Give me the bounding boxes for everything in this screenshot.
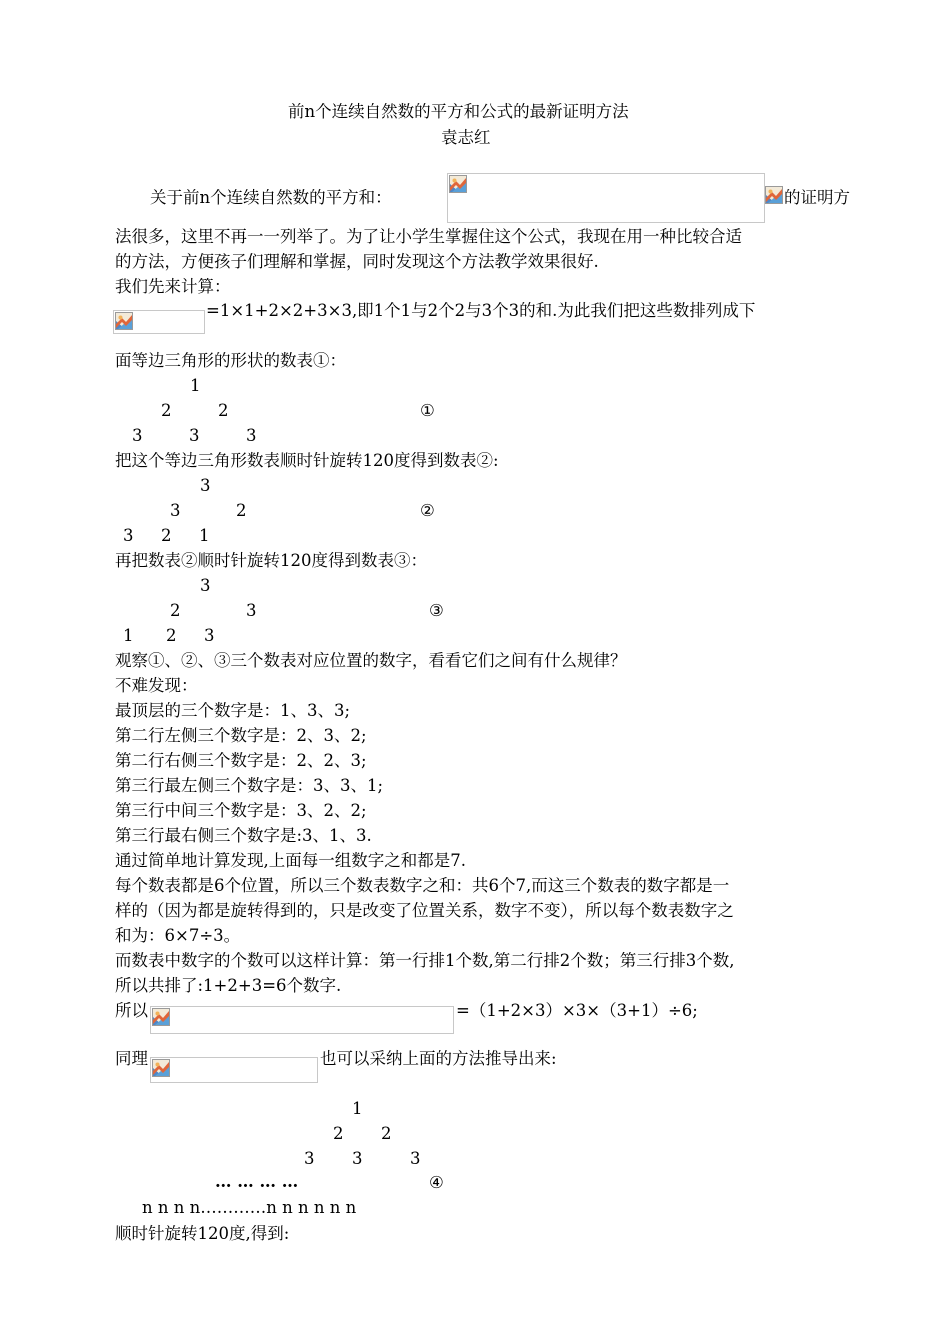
paragraph-line: 第二行左侧三个数字是：2、3、2;	[115, 726, 367, 745]
formula-image-general	[150, 1057, 318, 1083]
paragraph-line: 所以	[115, 1001, 148, 1020]
table4-last-row: n n n n…………n n n n n n	[142, 1198, 357, 1217]
table4-row3-value: 3	[352, 1149, 363, 1168]
paragraph-line: 观察①、②、③三个数表对应位置的数字，看看它们之间有什么规律？	[115, 651, 627, 670]
document-author: 袁志红	[441, 128, 491, 147]
paragraph-line: 同理	[115, 1049, 148, 1068]
paragraph-line: 我们先来计算：	[115, 277, 231, 296]
table4-dots-row: … … … …	[215, 1172, 299, 1191]
table3-row3-value: 3	[204, 626, 215, 645]
table2-row1-value: 3	[200, 476, 211, 495]
table2-label: ②	[420, 501, 435, 520]
formula-image-result	[150, 1006, 454, 1034]
paragraph-line: 的证明方	[784, 188, 850, 207]
table1-row3-value: 3	[189, 426, 200, 445]
paragraph-line: 而数表中数字的个数可以这样计算：第一行排1个数,第二行排2个数；第三行排3个数,	[115, 951, 735, 970]
paragraph-line: =1×1+2×2+3×3,即1个1与2个2与3个3的和.为此我们把这些数排列成下	[206, 301, 756, 320]
paragraph-line: 面等边三角形的形状的数表①：	[115, 351, 346, 370]
paragraph-line: 顺时针旋转120度,得到:	[115, 1224, 290, 1243]
table1-row3-value: 3	[246, 426, 257, 445]
broken-image-icon	[152, 1059, 170, 1077]
paragraph-line: 所以共排了:1+2+3=6个数字.	[115, 976, 342, 995]
table4-row2-value: 2	[333, 1124, 344, 1143]
table3-row3-value: 1	[123, 626, 134, 645]
broken-image-icon	[765, 186, 783, 204]
broken-image-icon	[115, 312, 133, 330]
paragraph-line: 把这个等边三角形数表顺时针旋转120度得到数表②:	[115, 451, 499, 470]
table4-row3-value: 3	[410, 1149, 421, 1168]
table4-row1-value: 1	[352, 1099, 363, 1118]
table3-label: ③	[429, 601, 444, 620]
paragraph-line: 和为：6×7÷3。	[115, 926, 241, 945]
table4-row3-value: 3	[304, 1149, 315, 1168]
paragraph-line: 再把数表②顺时针旋转120度得到数表③：	[115, 551, 427, 570]
paragraph-line: 法很多，这里不再一一列举了。为了让小学生掌握住这个公式，我现在用一种比较合适	[115, 227, 742, 246]
table2-row2-value: 3	[170, 501, 181, 520]
document-title: 前n个连续自然数的平方和公式的最新证明方法	[288, 102, 629, 121]
table2-row3-value: 1	[199, 526, 210, 545]
table2-row2-value: 2	[236, 501, 247, 520]
paragraph-line: =（1+2×3）×3×（3+1）÷6;	[456, 1001, 698, 1020]
formula-image-sum-of-squares	[447, 173, 765, 223]
paragraph-line: 样的（因为都是旋转得到的，只是改变了位置关系，数字不变），所以每个数表数字之	[115, 901, 734, 920]
table1-row1-value: 1	[190, 376, 201, 395]
paragraph-line: 第三行最左侧三个数字是：3、3、1;	[115, 776, 384, 795]
broken-image-icon	[449, 175, 467, 193]
table1-row2-value: 2	[218, 401, 229, 420]
paragraph-line: 通过简单地计算发现,上面每一组数字之和都是7.	[115, 851, 466, 870]
formula-image-small	[765, 186, 782, 208]
broken-image-icon	[152, 1008, 170, 1026]
table4-row2-value: 2	[381, 1124, 392, 1143]
paragraph-line: 每个数表都是6个位置，所以三个数表数字之和：共6个7,而这三个数表的数字都是一	[115, 876, 730, 895]
table3-row1-value: 3	[200, 576, 211, 595]
table1-row3-value: 3	[132, 426, 143, 445]
table1-row2-value: 2	[161, 401, 172, 420]
table3-row2-value: 3	[246, 601, 257, 620]
paragraph-line: 第二行右侧三个数字是：2、2、3;	[115, 751, 367, 770]
table4-label: ④	[429, 1173, 444, 1192]
table1-label: ①	[420, 401, 435, 420]
paragraph-line: 最顶层的三个数字是：1、3、3;	[115, 701, 351, 720]
paragraph-line: 不难发现：	[115, 676, 198, 695]
paragraph-line: 第三行中间三个数字是：3、2、2;	[115, 801, 367, 820]
paragraph-line: 的方法，方便孩子们理解和掌握，同时发现这个方法教学效果很好.	[115, 252, 599, 271]
table3-row2-value: 2	[170, 601, 181, 620]
table2-row3-value: 2	[161, 526, 172, 545]
formula-image-1-2-3-squares	[113, 310, 205, 334]
paragraph-line: 第三行最右侧三个数字是:3、1、3.	[115, 826, 372, 845]
paragraph-line: 也可以采纳上面的方法推导出来:	[320, 1049, 557, 1068]
paragraph-line: 关于前n个连续自然数的平方和：	[150, 188, 392, 207]
table2-row3-value: 3	[123, 526, 134, 545]
table3-row3-value: 2	[166, 626, 177, 645]
